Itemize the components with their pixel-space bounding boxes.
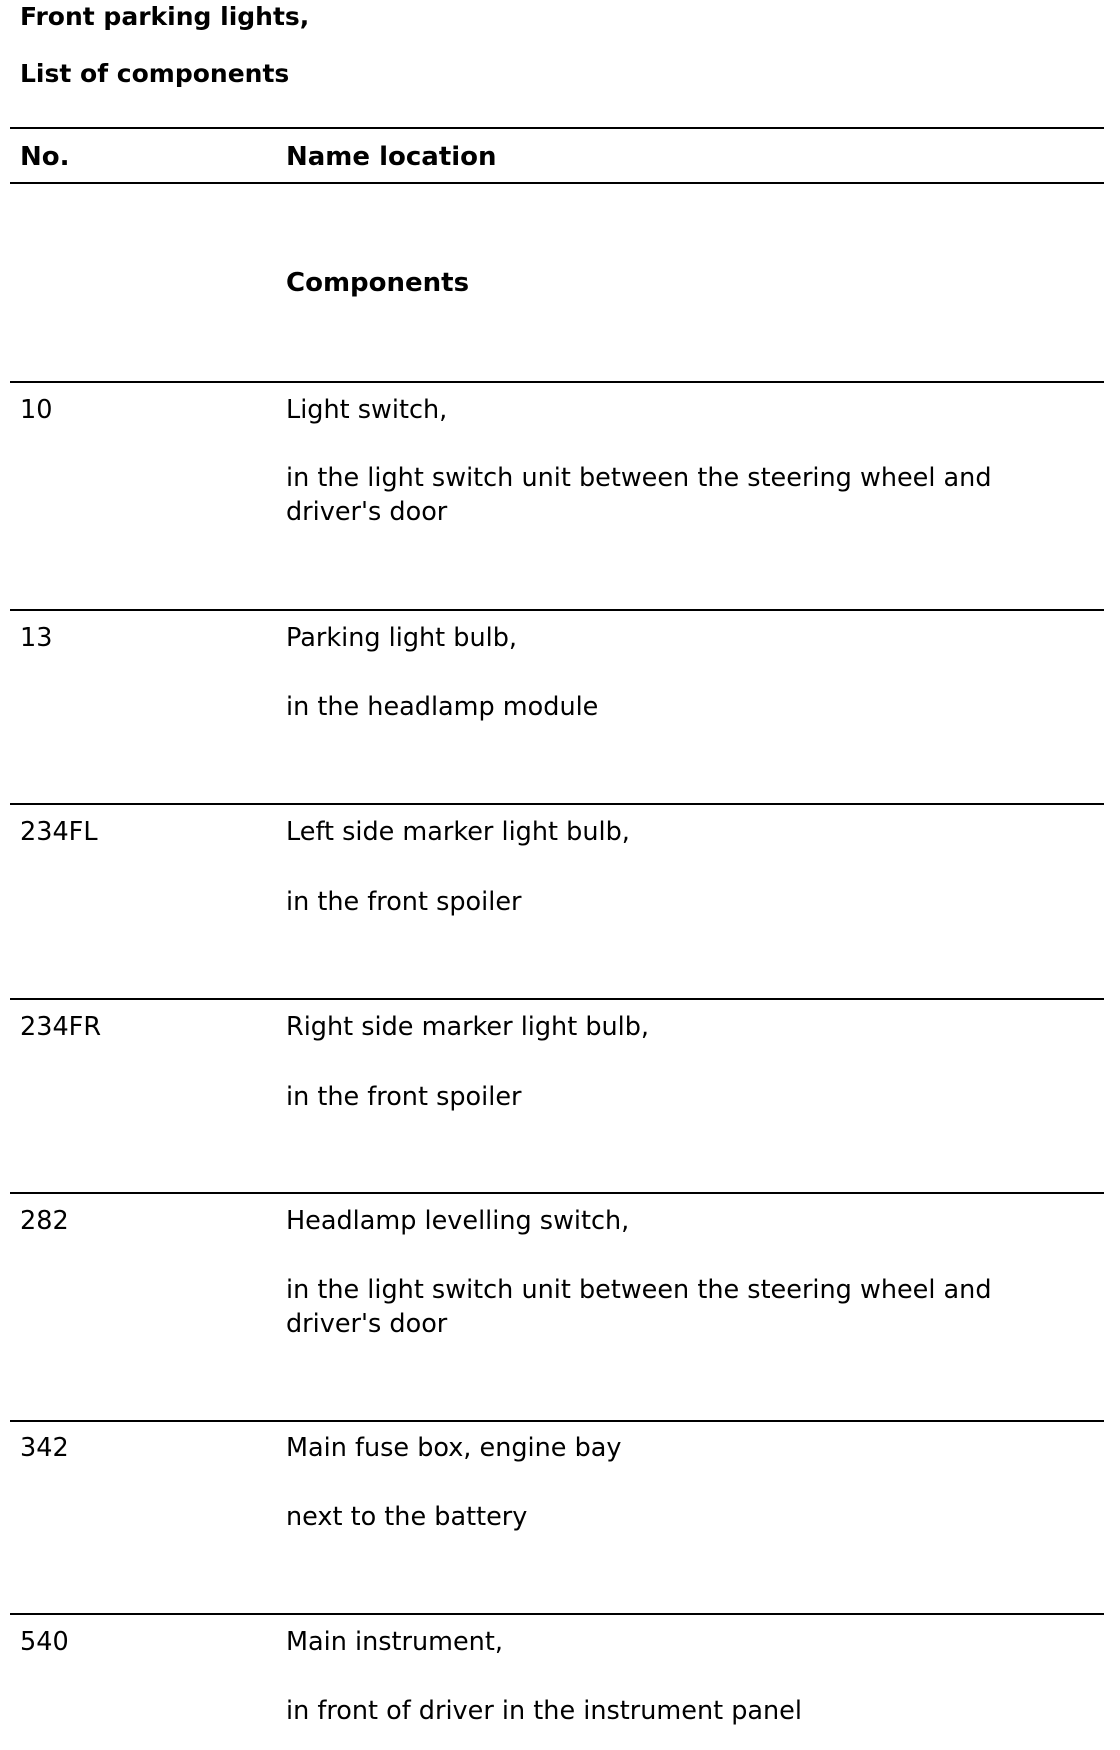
row-divider — [10, 1420, 1104, 1422]
section-label: Components — [286, 268, 470, 298]
component-location: in the front spoiler — [286, 887, 522, 917]
component-name: Right side marker light bulb, — [286, 1012, 650, 1042]
component-number: 234FR — [20, 1012, 102, 1042]
header-bottom-rule — [10, 182, 1104, 184]
column-header-no: No. — [20, 142, 70, 172]
component-name: Light switch, — [286, 395, 448, 425]
component-name: Main instrument, — [286, 1627, 503, 1657]
table-top-rule — [10, 127, 1104, 129]
component-number: 13 — [20, 623, 53, 653]
component-number: 282 — [20, 1206, 69, 1236]
component-number: 10 — [20, 395, 53, 425]
row-divider — [10, 998, 1104, 1000]
component-name: Left side marker light bulb, — [286, 817, 630, 847]
component-number: 234FL — [20, 817, 98, 847]
document-subtitle: List of components — [20, 59, 290, 88]
component-location: next to the battery — [286, 1502, 528, 1532]
component-location: in front of driver in the instrument panel — [286, 1696, 802, 1726]
component-location: in the headlamp module — [286, 692, 599, 722]
component-number: 540 — [20, 1627, 69, 1657]
component-name: Main fuse box, engine bay — [286, 1433, 622, 1463]
component-number: 342 — [20, 1433, 69, 1463]
component-name: Parking light bulb, — [286, 623, 517, 653]
component-location: in the light switch unit between the steering wheel and driver's door — [286, 463, 992, 527]
row-divider — [10, 1613, 1104, 1615]
row-divider — [10, 803, 1104, 805]
column-header-name-location: Name location — [286, 142, 497, 172]
document-title: Front parking lights, — [20, 2, 310, 31]
row-divider — [10, 381, 1104, 383]
component-name: Headlamp levelling switch, — [286, 1206, 630, 1236]
component-location: in the front spoiler — [286, 1082, 522, 1112]
row-divider — [10, 609, 1104, 611]
row-divider — [10, 1192, 1104, 1194]
component-location: in the light switch unit between the steering wheel and driver's door — [286, 1275, 992, 1339]
